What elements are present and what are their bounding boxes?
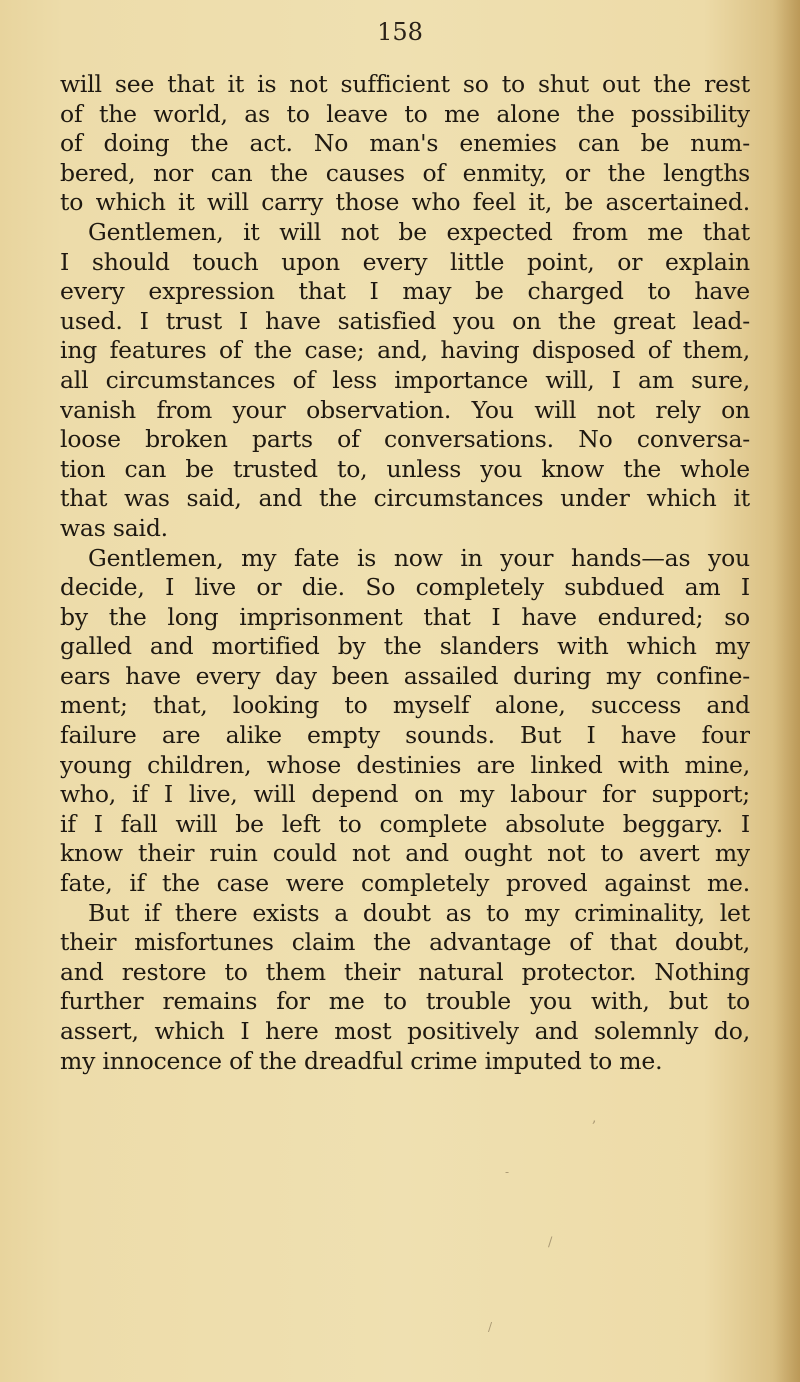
text-line: bered, nor can the causes of enmity, or the lengths [60, 158, 750, 187]
text-line: of the world, as to leave to me alone the possibility [60, 99, 750, 128]
page-edge-shadow [772, 0, 800, 1382]
text-line: I should touch upon every little point, or explain [60, 247, 750, 276]
text-line: Gentlemen, my fate is now in your hands—as you [88, 543, 750, 572]
text-line: loose broken parts of conversations. No conversa- [60, 425, 750, 454]
text-line: to which it will carry those who feel it, be ascertained. [60, 188, 750, 217]
text-line: will see that it is not sufficient so to shut out the rest [60, 70, 750, 98]
text-line: all circumstances of less importance will, I am sure, [60, 365, 750, 394]
body-text [60, 70, 750, 1076]
text-line: used. I trust I have satisfied you on the great lead- [60, 306, 750, 335]
text-line: their misfortunes claim the advantage of that doubt, [60, 928, 750, 957]
ink-speck: , [592, 1110, 597, 1126]
text-line: vanish from your observation. You will not rely on [60, 395, 750, 424]
text-line: of doing the act. No man's enemies can be num- [60, 129, 750, 158]
text-line: was said. [60, 513, 168, 542]
ink-speck: - [505, 1165, 510, 1179]
text-line: fate, if the case were completely proved against me. [60, 869, 750, 898]
page-number: 158 [377, 18, 423, 46]
text-line: further remains for me to trouble you with, but to [60, 987, 750, 1016]
text-line: that was said, and the circumstances under which it [60, 484, 750, 513]
ink-speck: / [488, 1320, 493, 1334]
text-line: young children, whose destinies are linked with mine, [60, 750, 750, 779]
text-line: galled and mortified by the slanders with which my [60, 632, 750, 661]
text-line: ears have every day been assailed during my confine- [60, 661, 750, 690]
text-line: who, if I live, will depend on my labour for support; [60, 780, 750, 809]
text-line: know their ruin could not and ought not to avert my [60, 839, 750, 868]
text-line: decide, I live or die. So completely subdued am I [60, 573, 750, 602]
text-line: Gentlemen, it will not be expected from me that [88, 217, 750, 246]
text-line: assert, which I here most positively and solemnly do, [60, 1017, 750, 1045]
text-line: my innocence of the dreadful crime imputed to me. [60, 1046, 663, 1075]
text-line: ment; that, looking to myself alone, success and [60, 691, 750, 720]
text-line: tion can be trusted to, unless you know the whole [60, 454, 750, 483]
ink-speck: / [548, 1235, 553, 1250]
text-line: failure are alike empty sounds. But I have four [60, 721, 750, 750]
text-line: if I fall will be left to complete absolute beggary. I [60, 809, 750, 838]
text-line: But if there exists a doubt as to my criminality, let [88, 898, 750, 927]
text-line: ing features of the case; and, having disposed of them, [60, 336, 750, 365]
text-line: every expression that I may be charged to have [60, 277, 750, 306]
text-line: by the long imprisonment that I have endured; so [60, 602, 750, 631]
text-line: and restore to them their natural protector. Nothing [60, 957, 750, 986]
